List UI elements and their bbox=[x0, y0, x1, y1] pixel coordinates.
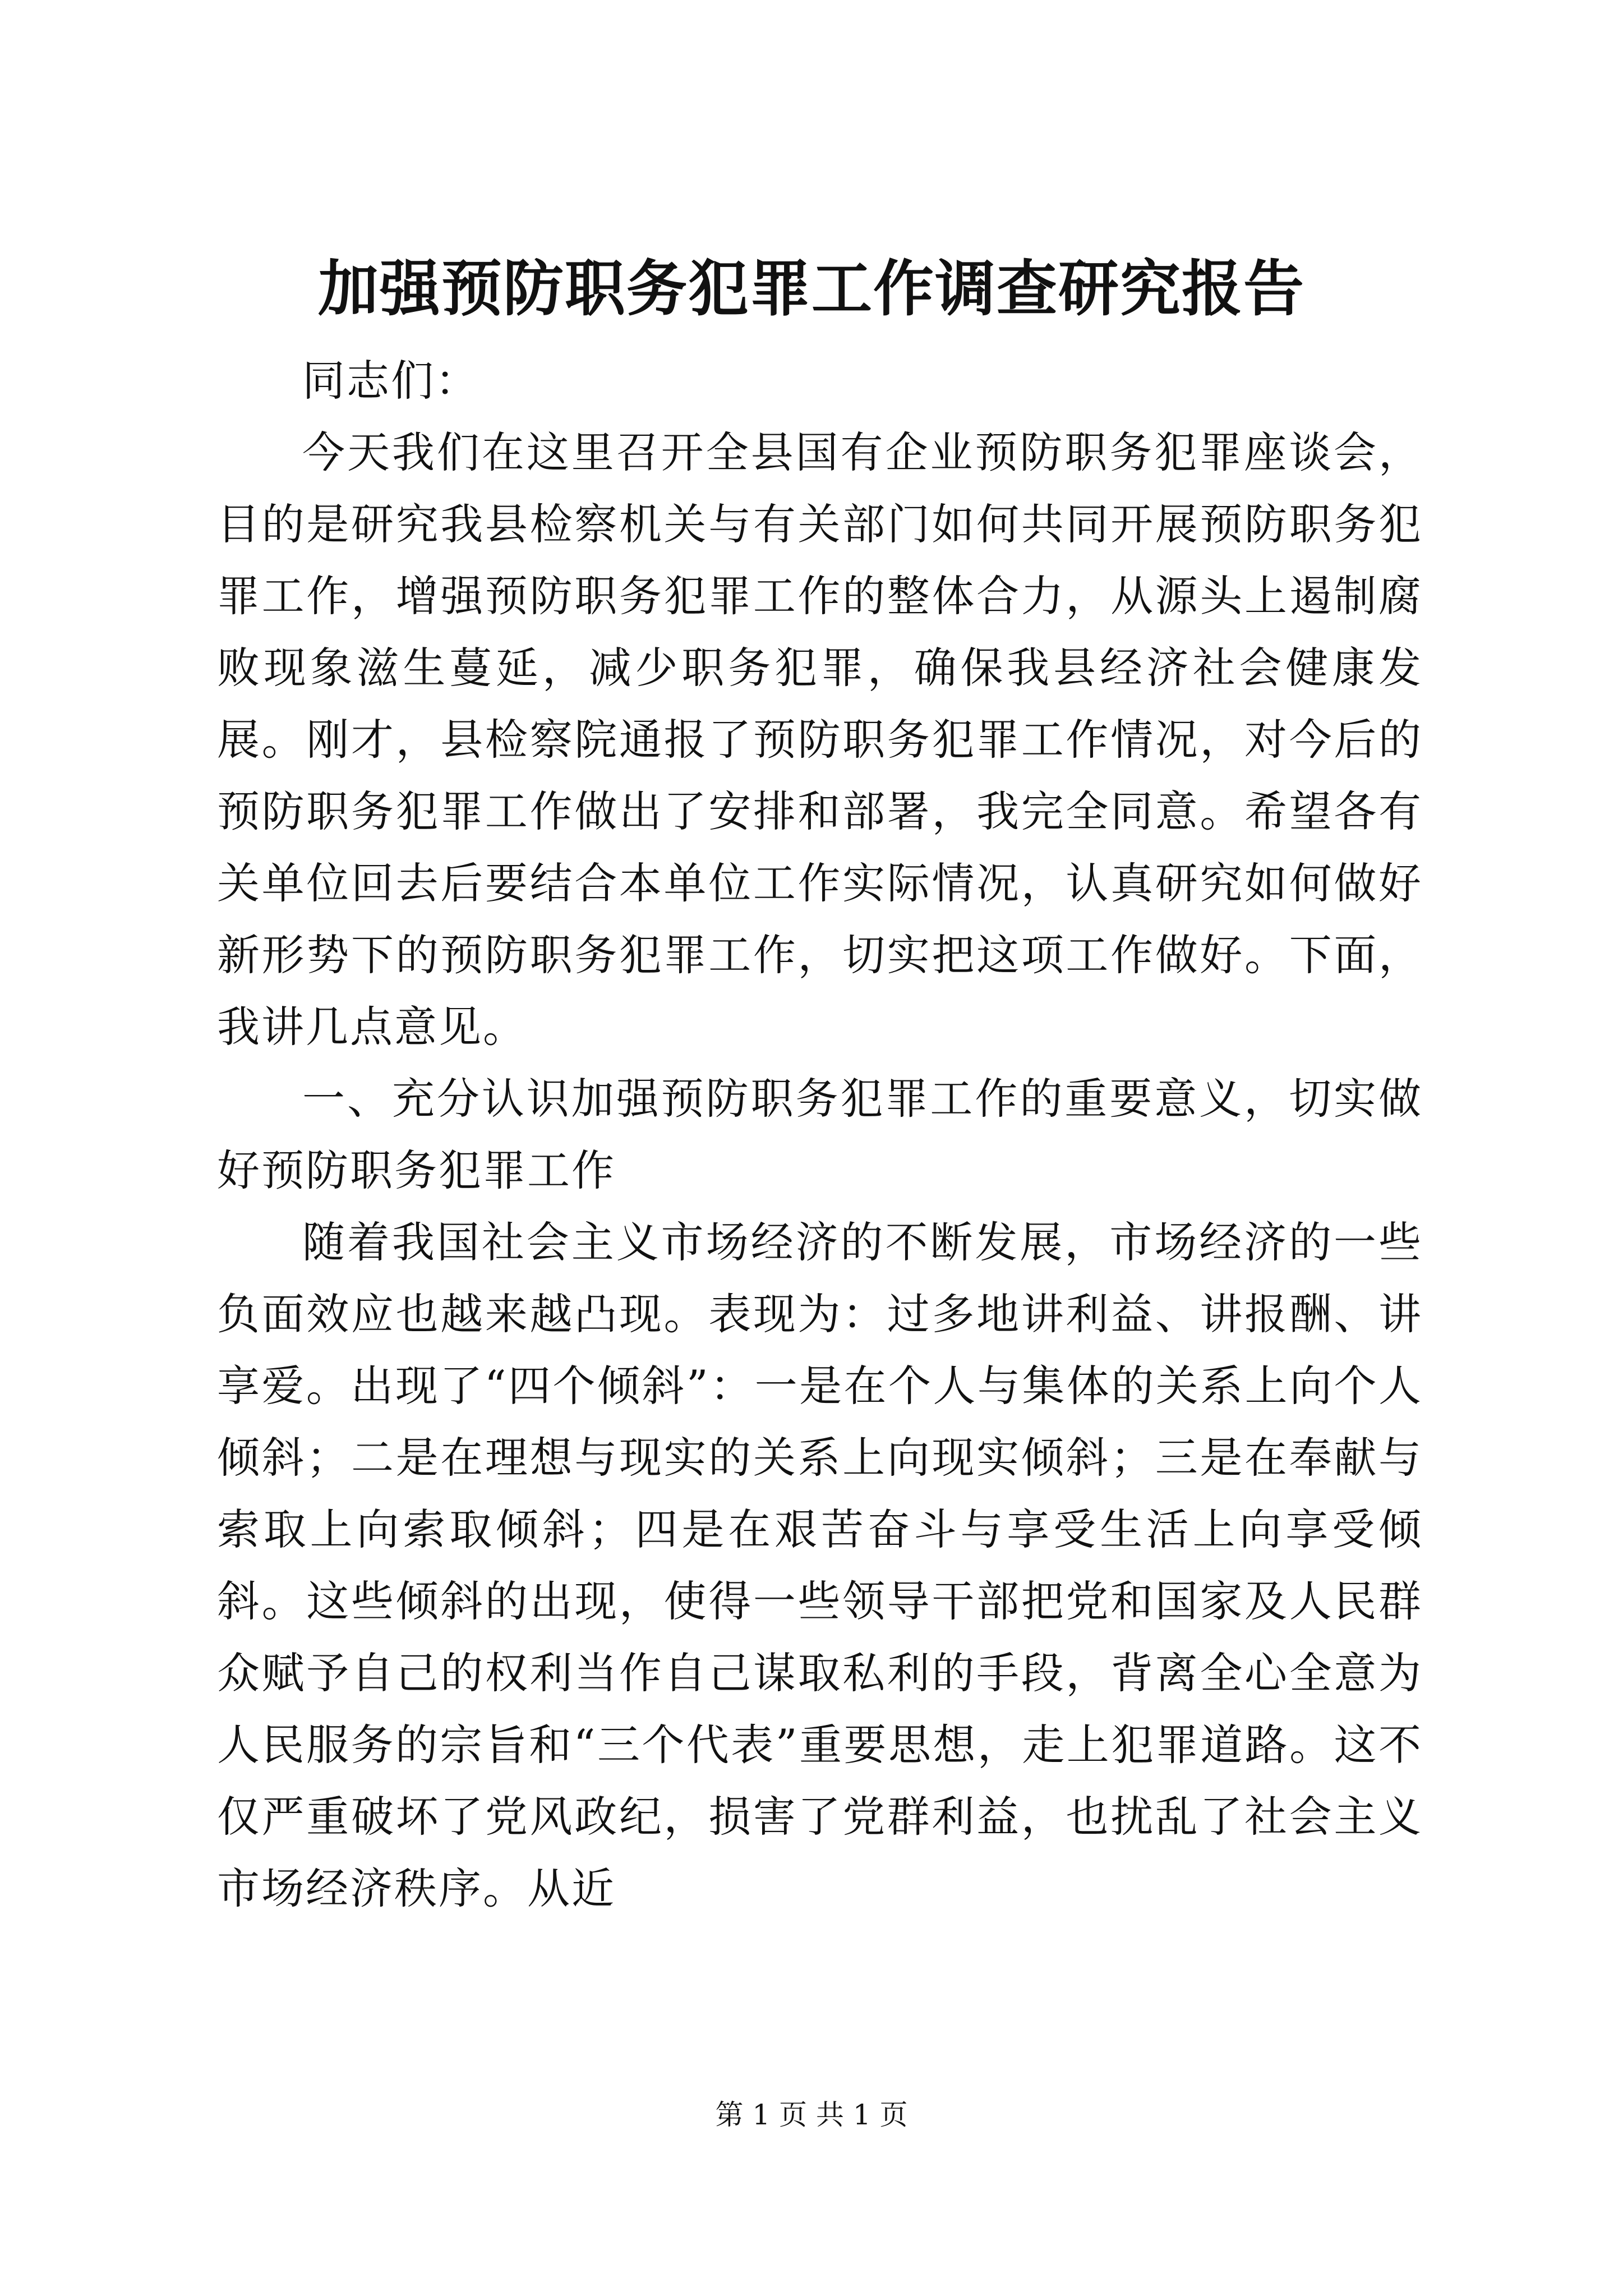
page-footer: 第 1 页 共 1 页 bbox=[715, 2099, 908, 2131]
document-title: 加强预防职务犯罪工作调查研究报告 bbox=[317, 254, 1305, 324]
section-heading-paragraph: 一、充分认识加强预防职务犯罪工作的重要意义，切实做好预防职务犯罪工作 bbox=[217, 1074, 1423, 1195]
body-paragraph: 随着我国社会主义市场经济的不断发展，市场经济的一些负面效应也越来越凸现。表现为：过多地讲利益、讲报酬、讲享爱。出现了“四个倾斜”：一是在个人与集体的关系上向个人倾斜；二是在理想与现实的关系上向现实倾斜；三是在奉献与索取上向索取倾斜；四是在艰苦奋斗与享受生活上向享受倾斜。这些倾斜的出现，使得一些领导干部把党和国家及人民群众赋予自己的权利当作自己谋取私利的手段，背离全心全意为人民服务的宗旨和“三个代表”重要思想，走上犯罪道路。这不仅严重破坏了党风政纪，损害了党群利益，也扰乱了社会主义市场经济秩序。从近 bbox=[217, 1217, 1423, 1913]
document-body bbox=[217, 345, 1423, 1925]
body-paragraph: 今天我们在这里召开全县国有企业预防职务犯罪座谈会，目的是研究我县检察机关与有关部门如何共同开展预防职务犯罪工作，增强预防职务犯罪工作的整体合力，从源头上遏制腐败现象滋生蔓延，减少职务犯罪，确保我县经济社会健康发展。刚才，县检察院通报了预防职务犯罪工作情况，对今后的预防职务犯罪工作做出了安排和部署，我完全同意。希望各有关单位回去后要结合本单位工作实际情况，认真研究如何做好新形势下的预防职务犯罪工作，切实把这项工作做好。下面，我讲几点意见。 bbox=[217, 427, 1423, 1052]
salutation-paragraph: 同志们： bbox=[302, 356, 479, 406]
